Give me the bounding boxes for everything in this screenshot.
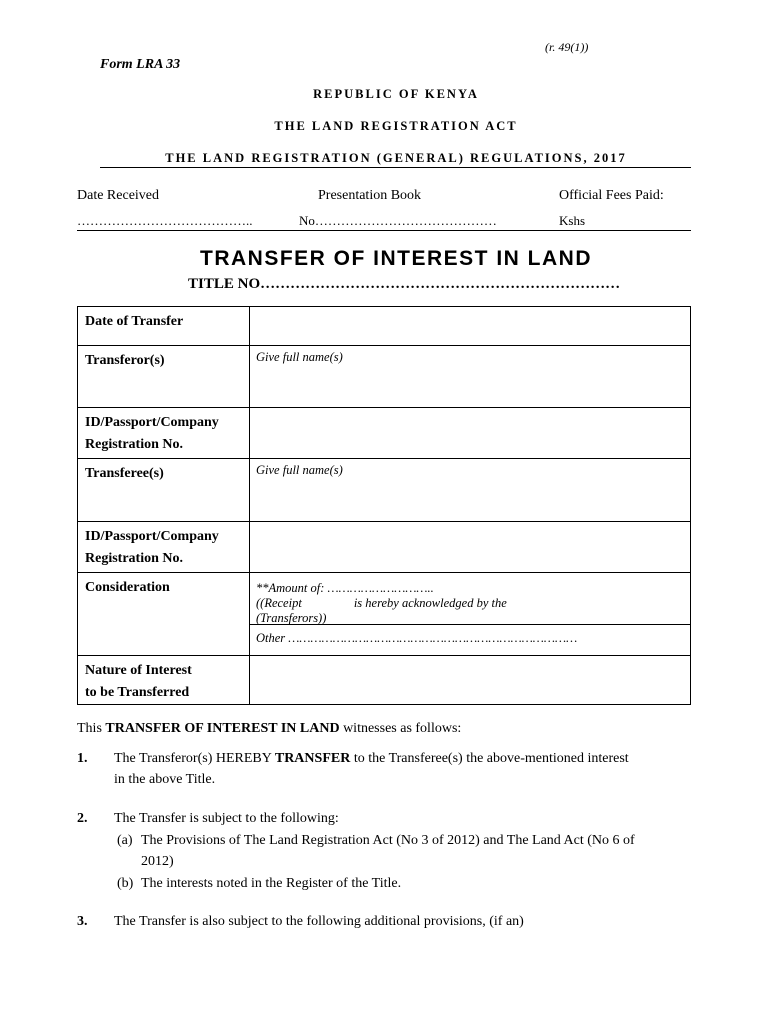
intro-text-a: This: [77, 721, 106, 736]
item-1-line1: [114, 748, 629, 770]
consideration-cell: [250, 573, 691, 656]
amount-line: **Amount of: ………………………..: [256, 581, 434, 595]
date-received-field[interactable]: …………………………………..: [77, 213, 253, 228]
other-consideration-field[interactable]: Other ……………………………………………………………………: [256, 631, 578, 645]
rule-reference: (r. 49(1)): [545, 40, 589, 54]
nature-of-interest-label: [78, 656, 250, 705]
transferors-field[interactable]: [250, 346, 691, 408]
title-number-field[interactable]: TITLE NO………………………………………………………………: [188, 276, 621, 292]
row-transferors: [78, 346, 691, 408]
receipt-line: [256, 596, 690, 611]
row-nature-of-interest: [78, 656, 691, 705]
row-transferor-id: [78, 408, 691, 459]
date-of-transfer-label: Date of Transfer: [78, 307, 250, 346]
item-3-text: The Transfer is also subject to the following additional provisions, (if an): [114, 914, 524, 929]
item-2a-label: (a): [117, 833, 133, 848]
header-divider: [100, 167, 691, 168]
date-received-label: Date Received: [77, 188, 160, 203]
transferor-id-field[interactable]: [250, 408, 691, 459]
presentation-book-field[interactable]: No……………………………………: [299, 213, 497, 228]
nature-label-line1: Nature of Interest: [85, 663, 192, 678]
date-of-transfer-field[interactable]: [250, 307, 691, 346]
transferor-id-label-line1: ID/Passport/Company: [85, 415, 219, 430]
transferees-hint: Give full name(s): [256, 463, 343, 477]
nature-of-interest-field[interactable]: [250, 656, 691, 705]
consideration-amount-block[interactable]: [250, 573, 690, 625]
item-1-number: 1.: [77, 751, 88, 766]
meta-divider: [77, 230, 691, 231]
fees-field[interactable]: Kshs: [559, 213, 586, 228]
item-3-number: 3.: [77, 914, 88, 929]
item-1-text-a: The Transferor(s) HEREBY: [114, 751, 275, 766]
header-regulations: THE LAND REGISTRATION (GENERAL) REGULATIONS, 2017: [165, 151, 627, 165]
intro-text-bold: TRANSFER OF INTEREST IN LAND: [105, 721, 340, 736]
transferor-id-label: [78, 408, 250, 459]
item-2b-label: (b): [117, 876, 134, 891]
intro-paragraph: [77, 718, 461, 740]
header-republic: REPUBLIC OF KENYA: [313, 87, 479, 101]
item-2-text: The Transfer is subject to the following:: [114, 811, 339, 826]
transferees-label: Transferee(s): [78, 459, 250, 522]
transferee-id-label: [78, 522, 250, 573]
row-consideration: [78, 573, 691, 656]
transferor-id-label-line2: Registration No.: [85, 437, 183, 452]
receipt-line-2: (Transferors)): [256, 611, 327, 625]
transferees-field[interactable]: [250, 459, 691, 522]
item-2b-text: The interests noted in the Register of the Title.: [141, 876, 402, 891]
item-1-text-c: to the Transferee(s) the above-mentioned interest: [350, 751, 629, 766]
row-transferees: [78, 459, 691, 522]
row-transferee-id: [78, 522, 691, 573]
transferee-id-field[interactable]: [250, 522, 691, 573]
transferors-label: Transferor(s): [78, 346, 250, 408]
item-2a-line1: The Provisions of The Land Registration Act (No 3 of 2012) and The Land Act (No 6 of: [141, 833, 635, 848]
presentation-book-label: Presentation Book: [318, 188, 422, 203]
transferee-id-label-line2: Registration No.: [85, 551, 183, 566]
header-act: THE LAND REGISTRATION ACT: [274, 119, 518, 133]
intro-text-c: witnesses as follows:: [339, 721, 462, 736]
transferors-hint: Give full name(s): [256, 350, 343, 364]
transferee-id-label-line1: ID/Passport/Company: [85, 529, 219, 544]
fees-label: Official Fees Paid:: [559, 188, 664, 203]
form-number: Form LRA 33: [100, 57, 181, 72]
row-date-of-transfer: [78, 307, 691, 346]
receipt-text-a: ((Receipt: [256, 596, 302, 610]
receipt-text-b: is hereby acknowledged by the: [353, 596, 507, 610]
consideration-label: Consideration: [78, 573, 250, 656]
item-2-number: 2.: [77, 811, 88, 826]
item-2a-line2: 2012): [141, 854, 174, 869]
item-1-text-bold: TRANSFER: [274, 751, 351, 766]
nature-label-line2: to be Transferred: [85, 685, 190, 700]
transfer-form-table: [77, 306, 691, 705]
document-title: TRANSFER OF INTEREST IN LAND: [200, 247, 592, 270]
item-1-line2: in the above Title.: [114, 772, 216, 787]
